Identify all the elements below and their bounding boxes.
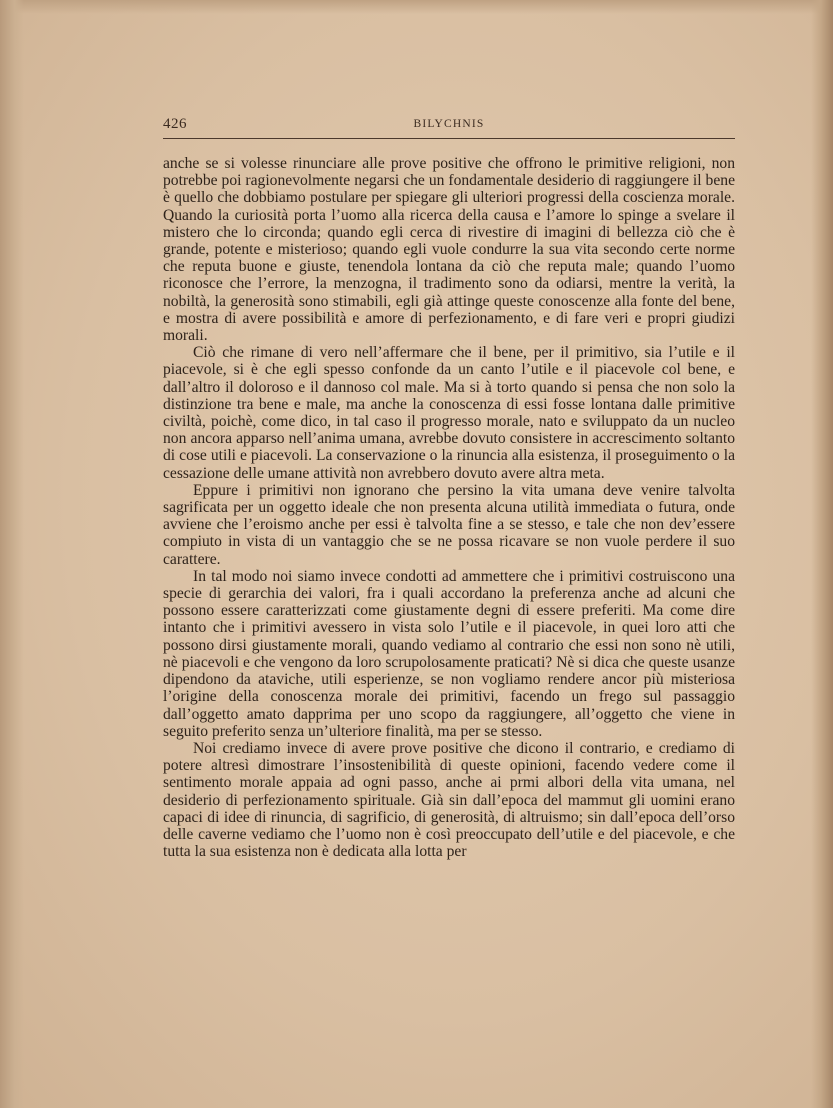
page-header [163, 116, 735, 138]
header-rule [163, 138, 735, 139]
page-right-edge [811, 0, 833, 1108]
page-number: 426 [163, 116, 187, 132]
paragraph: Noi crediamo invece di avere prove positive che dicono il contrario, e crediamo di potere altresì dimostrare l’insostenibilità di queste opinioni, facendo vedere come il sentimento morale appaia ad ogni passo, anche ai prmi albori della vita umana, nel desiderio di perfezionamento spirituale. Già sin dall’epoca del mammut gli uomini erano capaci di idee di rinuncia, di sagrificio, di generosità, di altruismo; sin dall’epoca dell’orso delle caverne vediamo che l’uomo non è così preoccupato dell’utile e del piacevole, e che tutta la sua esistenza non è dedicata alla lotta per [163, 739, 735, 861]
page-top-edge [0, 0, 833, 14]
paragraph: anche se si volesse rinunciare alle prove positive che offrono le primitive religioni, non potrebbe poi ragionevolmente negarsi che un fondamentale desiderio di raggiungere il bene è quello che dobbiamo postulare per spiegare gli ulteriori progressi della coscienza morale. Quando la curiosità porta l’uomo alla ricerca della causa e l’amore lo spinge a svelare il mistero che lo circonda; quando egli cerca di rivestire di imagini di bellezza ciò che è grande, potente e misterioso; quando egli vuole condurre la sua vita secondo certe norme che reputa buone e giuste, tenendola lontana da ciò che reputa male; quando l’uomo riconosce che l’errore, la menzogna, il tradimento sono da odiarsi, mentre la verità, la nobiltà, la generosità sono stimabili, egli già attinge queste conoscenze alla fonte del bene, e mostra di avere possibilità e amore di perfezionamento, e di fare veri e propri giudizi morali. [163, 155, 735, 345]
body-text [163, 155, 735, 860]
paragraph: Ciò che rimane di vero nell’affermare che il bene, per il primitivo, sia l’utile e il piacevole, si è che egli spesso confonde da un canto l’utile e il piacevole col bene, e dall’altro il doloroso e il dannoso col male. Ma si à torto quando si pensa che non solo la distinzione tra bene e male, ma anche la conoscenza di essi fosse lontana dalle primitive civiltà, poichè, come dico, in tal caso il progresso morale, nato e sviluppato da un nucleo non ancora apparso nell’anima umana, avrebbe dovuto consistere in accrescimento soltanto di cose utili e piacevoli. La conservazione o la rinuncia alla esistenza, il proseguimento o la cessazione delle umane attività non avrebbero dovuto avere altra meta. [163, 344, 735, 482]
page-left-edge [0, 0, 24, 1108]
running-head: BILYCHNIS [413, 118, 485, 130]
paragraph: Eppure i primitivi non ignorano che persino la vita umana deve venire talvolta sagrificata per un oggetto ideale che non presenta alcuna utilità immediata o futura, onde avviene che l’eroismo anche per essi è talvolta fine a se stesso, e tale che non dev’essere compiuto in vista di un vantaggio che se ne possa ricavare se non vuole perdere il suo carattere. [163, 481, 735, 568]
paragraph: In tal modo noi siamo invece condotti ad ammettere che i primitivi costruiscono una specie di gerarchia dei valori, fra i quali accordano la preferenza anche ad alcuni che possono essere caratterizzati come giustamente degni di essere preferiti. Ma come dire intanto che i primitivi avessero in vista solo l’utile e il piacevole, in quei loro atti che possono dirsi giustamente morali, quando vediamo al contrario che essi non sono nè utili, nè piacevoli e che vengono da loro scrupolosamente praticati? Nè si dica che queste usanze dipendono da ataviche, utili esperienze, se non vogliamo rendere ancor più misteriosa l’origine della conoscenza morale dei primitivi, facendo un frego sul passaggio dall’oggetto amato dapprima per uno scopo da raggiungere, all’oggetto che viene in seguito preferito senza un’ulteriore finalità, ma per se stesso. [163, 567, 735, 740]
